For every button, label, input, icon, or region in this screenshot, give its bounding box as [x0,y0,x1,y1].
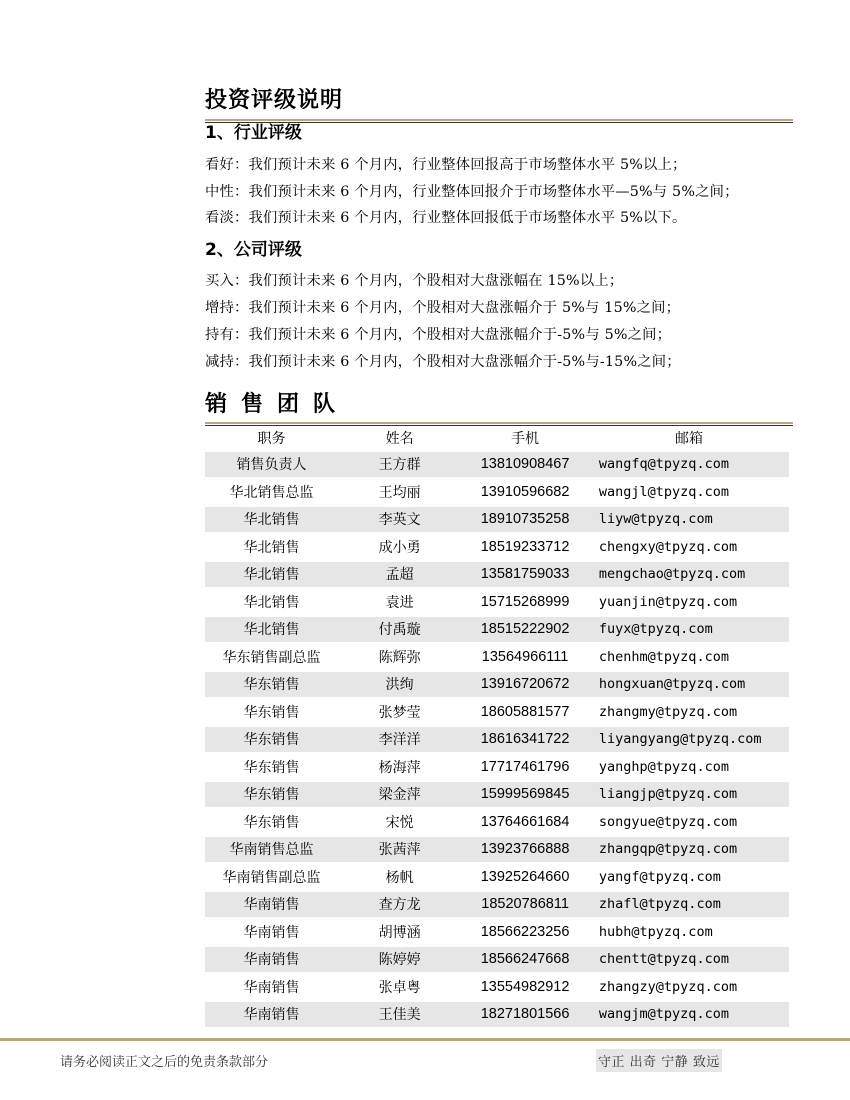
footer-rule [0,1038,850,1041]
cell-title: 华北销售总监 [229,484,314,501]
cell-title: 华北销售 [205,507,338,532]
table-row [205,617,789,642]
cell-title: 华南销售副总监 [222,869,321,886]
cell-phone: 13916720672 [461,672,589,697]
cell-phone: 18519233712 [480,538,570,555]
cell-title: 华东销售 [243,814,300,831]
cell-title: 华北销售 [243,539,300,556]
table-row [205,507,789,532]
cell-phone: 13764661684 [480,813,570,830]
cell-phone: 18605881577 [480,703,570,720]
cell-email[interactable]: wangfq@tpyzq.com [589,452,789,477]
cell-title: 华北销售 [205,562,338,587]
cell-email[interactable]: zhangzy@tpyzq.com [598,978,738,995]
cell-email[interactable]: hubh@tpyzq.com [598,923,713,940]
cell-phone: 13923766888 [461,837,589,862]
table-row [205,892,789,917]
cell-title: 华南销售 [205,1002,338,1027]
rating-heading: 投资评级说明 [205,88,344,113]
cell-phone: 13810908467 [461,452,589,477]
sales-team-heading: 销售团队 [205,392,350,417]
table-row [205,672,789,697]
cell-phone: 13554982912 [480,978,570,995]
cell-title: 销售负责人 [205,452,338,477]
cell-name: 洪绚 [338,672,461,697]
cell-phone: 18910735258 [461,507,589,532]
table-row [205,700,789,725]
table-row [205,535,789,560]
column-header-phone: 手机 [511,430,540,446]
cell-email[interactable]: mengchao@tpyzq.com [589,562,789,587]
cell-email[interactable]: liyw@tpyzq.com [589,507,789,532]
company-rating-line: 增持：我们预计未来 6 个月内，个股相对大盘涨幅介于 5%与 15%之间； [205,300,681,316]
table-row [205,782,789,807]
cell-name: 张卓粤 [378,979,421,996]
table-row [205,920,789,945]
cell-name: 胡博涵 [378,924,421,941]
sales-team-table [205,424,789,1030]
cell-name: 王佳美 [338,1002,461,1027]
industry-rating-heading: 1、行业评级 [205,123,302,143]
cell-name: 陈辉弥 [378,649,421,666]
cell-phone: 15999569845 [461,782,589,807]
cell-name: 成小勇 [378,539,421,556]
cell-phone: 17717461796 [480,758,570,775]
cell-email[interactable]: songyue@tpyzq.com [598,813,738,830]
industry-rating-line: 看淡：我们预计未来 6 个月内，行业整体回报低于市场整体水平 5%以下。 [205,210,687,226]
table-row [205,810,789,835]
cell-email[interactable]: hongxuan@tpyzq.com [589,672,789,697]
table-row [205,1002,789,1027]
column-header-email: 邮箱 [674,431,703,447]
table-row [205,452,789,477]
cell-email[interactable]: fuyx@tpyzq.com [589,617,789,642]
table-row [205,947,789,972]
table-row [205,975,789,1000]
footer-disclaimer: 请务必阅读正文之后的免责条款部分 [60,1055,269,1070]
cell-title: 华南销售 [243,979,300,996]
cell-name: 付禹璇 [338,617,461,642]
cell-name: 宋悦 [385,814,414,831]
cell-title: 华南销售 [243,924,300,941]
table-row [205,837,789,862]
cell-phone: 18515222902 [461,617,589,642]
rating-heading-rule [205,119,793,121]
cell-phone: 13925264660 [480,868,570,885]
footer-motto: 守正 出奇 宁静 致远 [596,1049,722,1072]
cell-email[interactable]: liyangyang@tpyzq.com [589,727,789,752]
table-row [205,645,789,670]
industry-rating-line: 看好：我们预计未来 6 个月内，行业整体回报高于市场整体水平 5%以上； [205,157,687,173]
industry-rating-line: 中性：我们预计未来 6 个月内，行业整体回报介于市场整体水平—5%与 5%之间； [205,184,739,200]
cell-name: 陈婷婷 [338,947,461,972]
cell-email[interactable]: chengxy@tpyzq.com [598,538,738,555]
cell-phone: 13910596682 [480,483,570,500]
company-rating-heading: 2、公司评级 [205,240,302,260]
cell-phone: 15715268999 [480,593,570,610]
table-row [205,562,789,587]
cell-email[interactable]: yuanjin@tpyzq.com [598,593,738,610]
cell-name: 王均丽 [378,484,421,501]
cell-phone: 13564966111 [481,648,569,665]
cell-title: 华东销售 [243,704,300,721]
cell-name: 孟超 [338,562,461,587]
cell-name: 杨海萍 [378,759,421,776]
cell-title: 华北销售 [243,594,300,611]
cell-email[interactable]: yangf@tpyzq.com [598,868,721,885]
cell-title: 华东销售 [205,782,338,807]
cell-email[interactable]: zhangmy@tpyzq.com [598,703,738,720]
cell-phone: 18566223256 [480,923,570,940]
cell-title: 华东销售副总监 [222,649,321,666]
table-row [205,865,789,890]
cell-name: 张茜萍 [338,837,461,862]
company-rating-line: 买入：我们预计未来 6 个月内，个股相对大盘涨幅在 15%以上； [205,273,624,289]
table-row [205,755,789,780]
cell-name: 梁金萍 [338,782,461,807]
cell-name: 张梦莹 [378,704,421,721]
cell-title: 华北销售 [205,617,338,642]
company-rating-line: 持有：我们预计未来 6 个月内，个股相对大盘涨幅介于-5%与 5%之间； [205,327,672,343]
company-rating-line: 减持：我们预计未来 6 个月内，个股相对大盘涨幅介于-5%与-15%之间； [205,354,681,370]
table-row [205,590,789,615]
cell-title: 华南销售 [205,947,338,972]
cell-phone: 18520786811 [461,892,589,917]
cell-name: 王方群 [338,452,461,477]
column-header-title: 职务 [257,431,286,447]
cell-email[interactable]: zhafl@tpyzq.com [589,892,789,917]
cell-name: 袁进 [385,594,414,611]
cell-title: 华东销售 [205,727,338,752]
column-header-name: 姓名 [385,431,414,447]
cell-email[interactable]: zhangqp@tpyzq.com [589,837,789,862]
cell-phone: 18616341722 [461,727,589,752]
cell-name: 李英文 [338,507,461,532]
cell-phone: 13581759033 [461,562,589,587]
table-row [205,480,789,505]
table-header-row [205,427,789,449]
cell-name: 李洋洋 [338,727,461,752]
cell-email[interactable]: yanghp@tpyzq.com [598,758,729,775]
cell-email[interactable]: wangjm@tpyzq.com [589,1002,789,1027]
cell-title: 华南销售总监 [205,837,338,862]
table-row [205,727,789,752]
cell-phone: 18271801566 [461,1002,589,1027]
cell-phone: 18566247668 [461,947,589,972]
cell-title: 华东销售 [243,759,300,776]
cell-email[interactable]: liangjp@tpyzq.com [589,782,789,807]
cell-email[interactable]: chenhm@tpyzq.com [598,648,729,665]
table-body [205,452,789,1027]
cell-name: 查方龙 [338,892,461,917]
cell-email[interactable]: chentt@tpyzq.com [589,947,789,972]
cell-title: 华东销售 [205,672,338,697]
cell-email[interactable]: wangjl@tpyzq.com [598,483,729,500]
cell-name: 杨帆 [385,869,414,886]
cell-title: 华南销售 [205,892,338,917]
